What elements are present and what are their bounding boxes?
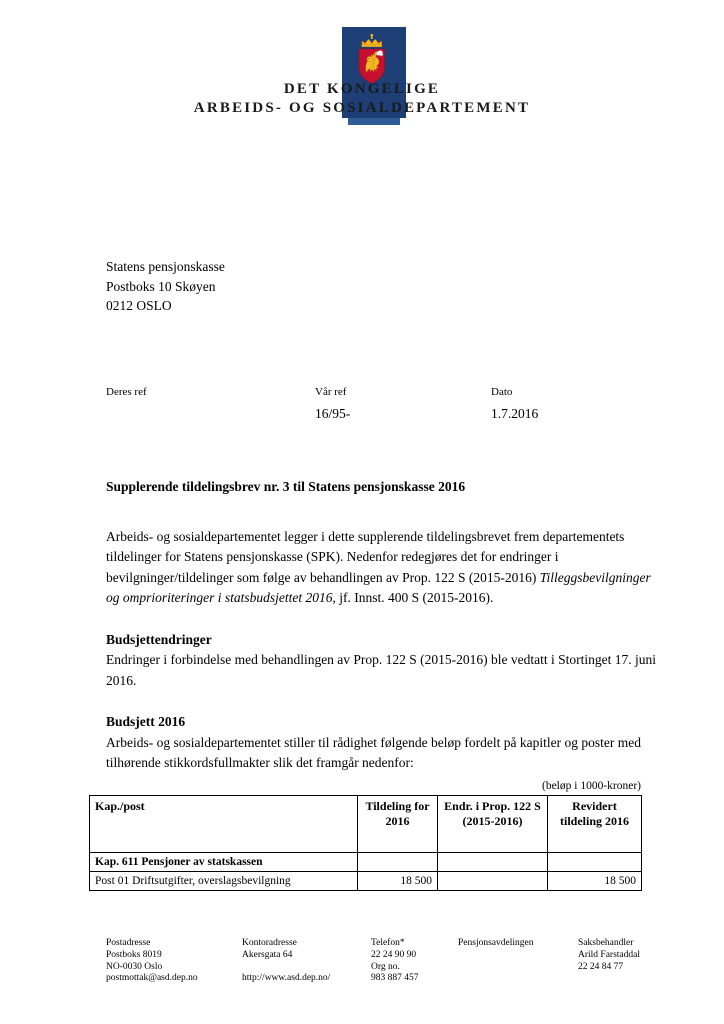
logo-blue-tab bbox=[348, 118, 400, 125]
table-cell-post-revidert: 18 500 bbox=[548, 872, 642, 891]
footer-value: Postboks 8019 bbox=[106, 949, 162, 960]
label-var-ref: Vår ref bbox=[315, 386, 347, 398]
footer-value: Akersgata 64 bbox=[242, 949, 293, 960]
value-var-ref: 16/95- bbox=[315, 406, 351, 421]
table-cell-chapter-tildeling bbox=[358, 853, 438, 872]
recipient-line-street: Postboks 10 Skøyen bbox=[106, 278, 216, 294]
section-body-budsjett-2016: Arbeids- og sosialdepartementet stiller til rådighet følgende beløp fordelt på kapitler og poster med tilhørende stikkordsfullmakter slik det framgår nedenfor: bbox=[106, 734, 641, 770]
logo-line-kongelige: DET KONGELIGE bbox=[283, 81, 441, 97]
label-deres-ref: Deres ref bbox=[106, 386, 147, 398]
header-line-1: Revidert bbox=[572, 799, 617, 813]
footer-col-postadresse bbox=[106, 938, 241, 985]
table-cell-post-label: Post 01 Driftsutgifter, overslagsbevilgning bbox=[90, 872, 358, 891]
letter-body bbox=[106, 477, 658, 774]
department-logo-text bbox=[0, 80, 724, 118]
norwegian-coat-of-arms-icon bbox=[352, 34, 396, 86]
footer-label: Saksbehandler bbox=[578, 938, 634, 948]
table-caption-units: (beløp i 1000-kroner) bbox=[542, 780, 641, 792]
table-header-tildeling-2016 bbox=[358, 796, 438, 853]
department-logo bbox=[0, 22, 724, 132]
section-body-budsjettendringer: Endringer i forbindelse med behandlingen av Prop. 122 S (2015-2016) ble vedtatt i Stortinget 17. juni 2016. bbox=[106, 652, 657, 688]
table-header-kap-post bbox=[90, 796, 358, 853]
footer-label: Telefon* bbox=[371, 938, 405, 948]
footer-value: Arild Farstaddal bbox=[578, 949, 641, 960]
footer-value: 983 887 457 bbox=[371, 973, 419, 984]
spacer bbox=[106, 498, 658, 527]
footer-label: Org no. bbox=[371, 961, 400, 972]
table-row bbox=[90, 872, 642, 891]
table-cell-post-endring bbox=[438, 872, 548, 891]
recipient-address-block bbox=[106, 257, 225, 316]
value-dato: 1.7.2016 bbox=[491, 406, 539, 421]
table-cell-chapter-endring bbox=[438, 853, 548, 872]
footer-label: Postadresse bbox=[106, 938, 151, 948]
intro-text-part2: , jf. Innst. 400 S (2015-2016). bbox=[332, 590, 494, 605]
section-heading-budsjettendringer: Budsjettendringer bbox=[106, 631, 212, 647]
footer-value: NO-0030 Oslo bbox=[106, 961, 163, 972]
table-header-revidert-tildeling-2016 bbox=[548, 796, 642, 853]
reference-labels bbox=[106, 386, 666, 406]
footer-value: 22 24 90 90 bbox=[371, 949, 417, 960]
header-line-2: tildeling 2016 bbox=[559, 814, 629, 828]
footer-label: Kontoradresse bbox=[242, 938, 297, 948]
label-dato: Dato bbox=[491, 386, 513, 398]
reference-values bbox=[106, 406, 666, 426]
table-header-endr-prop-122s bbox=[438, 796, 548, 853]
intro-paragraph bbox=[106, 527, 658, 609]
footer-value: Pensjonsavdelingen bbox=[458, 938, 534, 948]
table-cell-chapter-revidert bbox=[548, 853, 642, 872]
header-line-1: Tildeling for bbox=[365, 799, 430, 813]
footer-col-saksbehandler bbox=[578, 938, 668, 973]
intro-text-italic-title: Tilleggsbevilgninger og omprioriteringer i statsbudsjettet 2016 bbox=[106, 569, 651, 605]
footer-col-telefon bbox=[371, 938, 456, 985]
section-heading-budsjett-2016: Budsjett 2016 bbox=[106, 714, 186, 729]
table-row bbox=[90, 853, 642, 872]
table-cell-post-tildeling: 18 500 bbox=[358, 872, 438, 891]
reference-row bbox=[106, 386, 666, 426]
recipient-line-city: 0212 OSLO bbox=[106, 298, 172, 313]
budget-allocation-table bbox=[89, 795, 642, 891]
table-header-row bbox=[90, 796, 642, 853]
letterhead bbox=[0, 0, 724, 140]
logo-line-department: ARBEIDS- OG SOSIALDEPARTEMENT bbox=[193, 100, 531, 116]
header-line-1: Endr. i Prop. 122 S bbox=[444, 799, 541, 813]
footer-website-link[interactable]: http://www.asd.dep.no/ bbox=[242, 973, 331, 984]
footer-value: 22 24 84 77 bbox=[578, 961, 624, 972]
footer-email[interactable]: postmottak@asd.dep.no bbox=[106, 973, 198, 984]
intro-text-part1: Arbeids- og sosialdepartementet legger i dette supplerende tildelingsbrevet frem departementets tildelinger for Statens pensjonskasse (SPK). Nedenfor redegjøres det for endringer i bevilgninger/tildelinger som følge av behandlingen av Prop. 122 S (2015-2016) bbox=[106, 528, 625, 585]
footer-col-kontoradresse bbox=[242, 938, 367, 985]
header-line-2: (2015-2016) bbox=[462, 814, 523, 828]
spacer bbox=[106, 609, 658, 630]
table-cell-chapter-label: Kap. 611 Pensjoner av statskassen bbox=[90, 853, 358, 872]
page-title: Supplerende tildelingsbrev nr. 3 til Statens pensjonskasse 2016 bbox=[106, 479, 466, 494]
spacer bbox=[106, 691, 658, 712]
footer-col-avdeling bbox=[458, 938, 593, 950]
header-line-2: 2016 bbox=[385, 814, 410, 828]
recipient-line-name: Statens pensjonskasse bbox=[106, 259, 225, 274]
header-line-1: Kap./post bbox=[95, 799, 145, 813]
